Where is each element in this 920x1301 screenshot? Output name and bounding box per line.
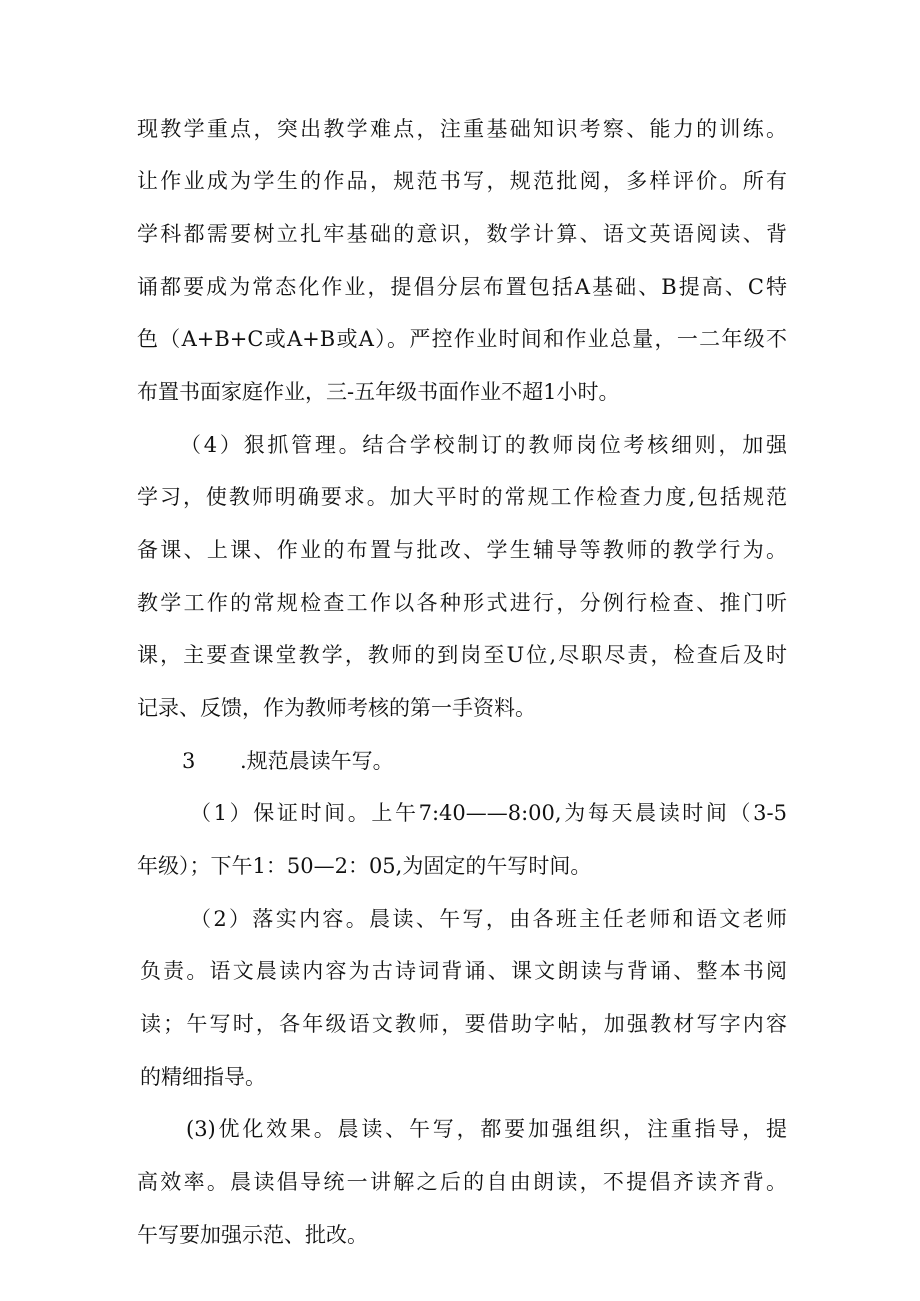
text-line: 让作业成为学生的作品，规范书写，规范批阅，多样评价。所有 xyxy=(137,169,787,193)
text-line: 负责。语文晨读内容为古诗词背诵、课文朗读与背诵、整本书阅 xyxy=(140,959,787,983)
text-line: 高效率。晨读倡导统一讲解之后的自由朗读，不提倡齐读齐背。 xyxy=(137,1170,787,1194)
paragraph-start-line: （4）狠抓管理。结合学校制订的教师岗位考核细则，加强 xyxy=(180,433,787,457)
paragraph-start-line: (3)优化效果。晨读、午写，都要加强组织，注重指导，提 xyxy=(186,1117,787,1141)
text-line: 教学工作的常规检查工作以各种形式进行，分例行检查、推门听 xyxy=(137,591,787,615)
text-line: 备课、上课、作业的布置与批改、学生辅导等教师的教学行为。 xyxy=(137,538,787,562)
text-line: 年级）；下午1：50—2：05,为固定的午写时间。 xyxy=(137,854,592,878)
text-line: 诵都要成为常态化作业，提倡分层布置包括A基础、B提高、C特 xyxy=(137,275,787,299)
text-line: 学科都需要树立扎牢基础的意识，数学计算、语文英语阅读、背 xyxy=(137,222,787,246)
text-line: 课，主要查课堂教学，教师的到岗至U位,尽职尽责，检查后及时 xyxy=(137,643,787,667)
text-line: 午写要加强示范、批改。 xyxy=(137,1223,368,1247)
text-line: 现教学重点，突出教学难点，注重基础知识考察、能力的训练。 xyxy=(137,117,787,141)
text-line: 学习，使教师明确要求。加大平时的常规工作检查力度,包括规范 xyxy=(137,485,787,509)
section-number: 3 xyxy=(182,749,196,773)
text-line: 读；午写时，各年级语文教师，要借助字帖，加强教材写字内容 xyxy=(140,1012,787,1036)
text-line: 记录、反馈，作为教师考核的第一手资料。 xyxy=(137,696,536,720)
text-line: 色（A+B+C或A+B或A）。严控作业时间和作业总量，一二年级不 xyxy=(137,327,787,351)
text-line: 布置书面家庭作业，三-五年级书面作业不超1小时。 xyxy=(137,380,620,404)
paragraph-start-line: （1）保证时间。上午7:40——8:00,为每天晨读时间（3-5 xyxy=(190,801,787,825)
paragraph-start-line: （2）落实内容。晨读、午写，由各班主任老师和语文老师 xyxy=(190,907,787,931)
section-heading: .规范晨读午写。 xyxy=(240,749,394,773)
text-line: 的精细指导。 xyxy=(140,1065,266,1089)
